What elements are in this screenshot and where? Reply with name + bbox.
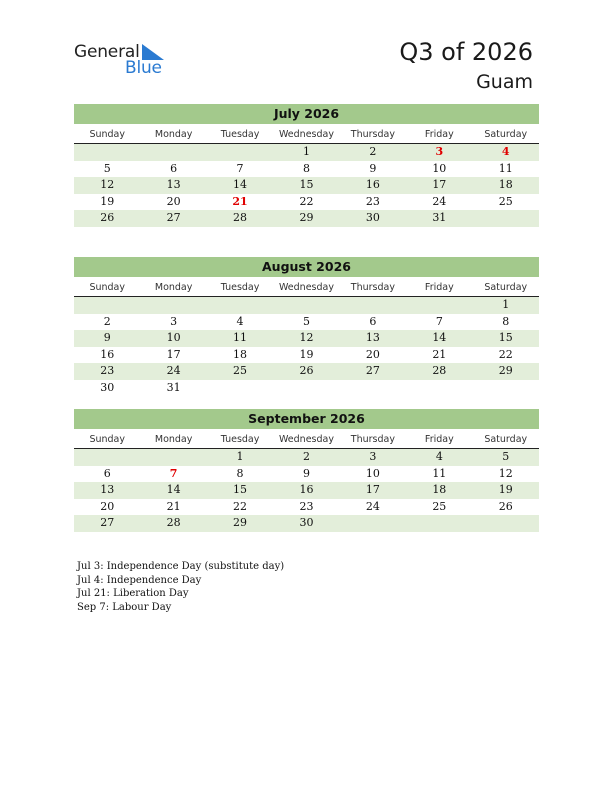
holiday-note: Jul 4: Independence Day xyxy=(77,574,202,586)
day-cell: 7 xyxy=(236,161,244,175)
day-cell: 10 xyxy=(432,161,447,175)
day-cell: 24 xyxy=(166,364,181,377)
day-cell: 14 xyxy=(432,331,447,344)
day-cell: 26 xyxy=(100,211,115,224)
day-cell: 18 xyxy=(233,347,248,361)
weekday-label: Monday xyxy=(154,434,193,445)
day-cell: 17 xyxy=(365,483,380,496)
day-cell: 15 xyxy=(299,178,314,191)
week-row xyxy=(74,161,539,178)
day-cell: 19 xyxy=(100,194,115,208)
day-cell: 20 xyxy=(365,347,380,361)
day-cell: 3 xyxy=(369,450,377,463)
week-row xyxy=(74,482,539,499)
day-cell: 3 xyxy=(435,145,444,158)
day-cell: 13 xyxy=(166,178,181,191)
month-september xyxy=(74,409,539,532)
day-cell: 14 xyxy=(166,483,181,496)
day-cell: 2 xyxy=(103,314,111,328)
day-cell: 6 xyxy=(103,466,111,480)
weekday-label: Friday xyxy=(424,282,454,293)
day-cell: 13 xyxy=(365,331,380,344)
day-cell xyxy=(406,380,472,397)
weekday-label: Sunday xyxy=(89,129,125,140)
day-cell: 31 xyxy=(432,211,447,224)
day-cell: 12 xyxy=(299,331,314,344)
day-cell xyxy=(273,297,339,314)
day-cell xyxy=(340,297,406,314)
weekday-label: Tuesday xyxy=(220,129,260,140)
weekday-label: Sunday xyxy=(89,434,125,445)
day-cell xyxy=(406,297,472,314)
day-cell: 21 xyxy=(432,347,447,361)
holiday-note: Jul 3: Independence Day (substitute day) xyxy=(77,561,285,572)
day-cell: 7 xyxy=(435,314,443,328)
brand-logo xyxy=(74,42,174,78)
day-cell: 20 xyxy=(166,194,181,208)
day-cell: 16 xyxy=(365,178,380,191)
day-cell: 27 xyxy=(365,364,380,377)
day-cell: 24 xyxy=(365,499,380,513)
day-cell xyxy=(473,380,539,397)
day-cell xyxy=(340,515,406,532)
day-cell: 11 xyxy=(233,331,248,344)
weekday-header-row xyxy=(74,280,539,297)
day-cell: 10 xyxy=(365,466,380,480)
day-cell: 5 xyxy=(302,314,310,328)
day-cell: 23 xyxy=(299,499,314,513)
day-cell: 9 xyxy=(302,466,310,480)
day-cell: 5 xyxy=(502,450,510,463)
week-row xyxy=(74,314,539,331)
day-cell xyxy=(207,380,273,397)
day-cell: 23 xyxy=(100,364,115,377)
weekday-label: Saturday xyxy=(484,434,528,445)
weekday-label: Thursday xyxy=(350,129,395,140)
weekday-header-row xyxy=(74,432,539,449)
holiday-note: Jul 21: Liberation Day xyxy=(77,588,189,599)
logo-text-general: General xyxy=(74,42,140,62)
day-cell: 22 xyxy=(498,347,513,361)
day-cell xyxy=(473,515,539,532)
day-cell: 9 xyxy=(369,161,377,175)
holiday-note: Sep 7: Labour Day xyxy=(77,601,172,613)
day-cell: 16 xyxy=(299,483,314,496)
day-cell: 18 xyxy=(498,178,513,191)
weekday-header-row xyxy=(74,127,539,144)
day-cell: 8 xyxy=(236,466,244,480)
day-cell: 5 xyxy=(103,161,111,175)
day-cell: 25 xyxy=(498,194,513,208)
day-cell: 11 xyxy=(432,466,447,480)
day-cell: 4 xyxy=(501,145,510,158)
day-cell: 17 xyxy=(166,347,181,361)
day-cell: 27 xyxy=(100,516,115,529)
week-row xyxy=(74,466,539,483)
day-cell xyxy=(406,515,472,532)
week-row xyxy=(74,297,539,314)
day-cell: 15 xyxy=(498,331,513,344)
day-cell: 2 xyxy=(369,145,377,158)
day-cell xyxy=(473,210,539,227)
weekday-label: Wednesday xyxy=(278,129,334,140)
week-row xyxy=(74,449,539,466)
day-cell: 19 xyxy=(299,347,314,361)
month-header: September 2026 xyxy=(74,409,539,429)
day-cell: 29 xyxy=(233,516,248,529)
logo-text-blue: Blue xyxy=(125,58,162,78)
day-cell: 15 xyxy=(233,483,248,496)
day-cell: 10 xyxy=(166,331,181,344)
week-row xyxy=(74,347,539,364)
month-header: August 2026 xyxy=(74,257,539,277)
day-cell: 28 xyxy=(166,516,181,529)
day-cell: 28 xyxy=(233,211,248,224)
day-cell xyxy=(207,144,273,161)
month-august xyxy=(74,257,539,396)
day-cell: 29 xyxy=(299,211,314,224)
weekday-label: Thursday xyxy=(350,282,395,293)
day-cell: 26 xyxy=(498,499,513,513)
holiday-notes xyxy=(77,560,284,614)
weekday-label: Wednesday xyxy=(278,434,334,445)
weekday-label: Friday xyxy=(424,434,454,445)
day-cell: 25 xyxy=(233,364,248,377)
weekday-label: Tuesday xyxy=(220,434,260,445)
month-july xyxy=(74,104,539,227)
day-cell xyxy=(74,297,140,314)
day-cell: 29 xyxy=(498,364,513,377)
week-row xyxy=(74,515,539,532)
day-cell xyxy=(140,144,206,161)
day-cell: 8 xyxy=(302,161,310,175)
day-cell: 20 xyxy=(100,499,115,513)
day-cell: 18 xyxy=(432,483,447,496)
weekday-label: Saturday xyxy=(484,282,528,293)
weekday-label: Tuesday xyxy=(220,282,260,293)
day-cell: 27 xyxy=(166,211,181,224)
day-cell: 23 xyxy=(365,194,380,208)
day-cell: 26 xyxy=(299,364,314,377)
day-cell: 4 xyxy=(236,314,244,328)
day-cell: 21 xyxy=(166,499,181,513)
day-cell xyxy=(273,380,339,397)
day-cell: 16 xyxy=(100,347,115,361)
day-cell: 13 xyxy=(100,483,115,496)
week-row xyxy=(74,380,539,397)
day-cell: 6 xyxy=(369,314,377,328)
weekday-label: Wednesday xyxy=(278,282,334,293)
day-cell: 1 xyxy=(302,145,310,158)
day-cell xyxy=(140,297,206,314)
day-cell: 3 xyxy=(170,314,178,328)
day-cell: 6 xyxy=(170,161,178,175)
day-cell: 31 xyxy=(166,380,181,394)
week-row xyxy=(74,499,539,516)
week-row xyxy=(74,330,539,347)
day-cell: 17 xyxy=(432,178,447,191)
day-cell: 9 xyxy=(103,331,111,344)
day-cell: 30 xyxy=(365,211,380,224)
day-cell: 8 xyxy=(502,314,510,328)
day-cell: 7 xyxy=(169,466,178,480)
day-cell xyxy=(74,144,140,161)
day-cell xyxy=(74,449,140,466)
week-row xyxy=(74,194,539,211)
weekday-label: Monday xyxy=(154,282,193,293)
page-title: Q3 of 2026 xyxy=(399,38,533,66)
day-cell: 19 xyxy=(498,483,513,496)
day-cell: 4 xyxy=(435,450,443,463)
weekday-label: Sunday xyxy=(89,282,125,293)
day-cell: 30 xyxy=(100,380,115,394)
day-cell: 30 xyxy=(299,516,314,529)
week-row xyxy=(74,177,539,194)
weekday-label: Friday xyxy=(424,129,454,140)
weekday-label: Monday xyxy=(154,129,193,140)
day-cell: 14 xyxy=(233,178,248,191)
week-row xyxy=(74,144,539,161)
day-cell: 22 xyxy=(233,499,248,513)
day-cell xyxy=(207,297,273,314)
day-cell: 1 xyxy=(502,298,510,311)
day-cell xyxy=(340,380,406,397)
day-cell: 2 xyxy=(302,450,310,463)
day-cell: 25 xyxy=(432,499,447,513)
weekday-label: Thursday xyxy=(350,434,395,445)
week-row xyxy=(74,210,539,227)
week-row xyxy=(74,363,539,380)
day-cell: 22 xyxy=(299,194,314,208)
day-cell: 28 xyxy=(432,364,447,377)
day-cell: 12 xyxy=(498,466,513,480)
weekday-label: Saturday xyxy=(484,129,528,140)
day-cell: 1 xyxy=(236,450,244,463)
month-header: July 2026 xyxy=(74,104,539,124)
day-cell: 24 xyxy=(432,194,447,208)
day-cell xyxy=(140,449,206,466)
day-cell: 21 xyxy=(232,194,248,208)
day-cell: 11 xyxy=(498,161,513,175)
region-name: Guam xyxy=(476,71,533,93)
day-cell: 12 xyxy=(100,178,115,191)
